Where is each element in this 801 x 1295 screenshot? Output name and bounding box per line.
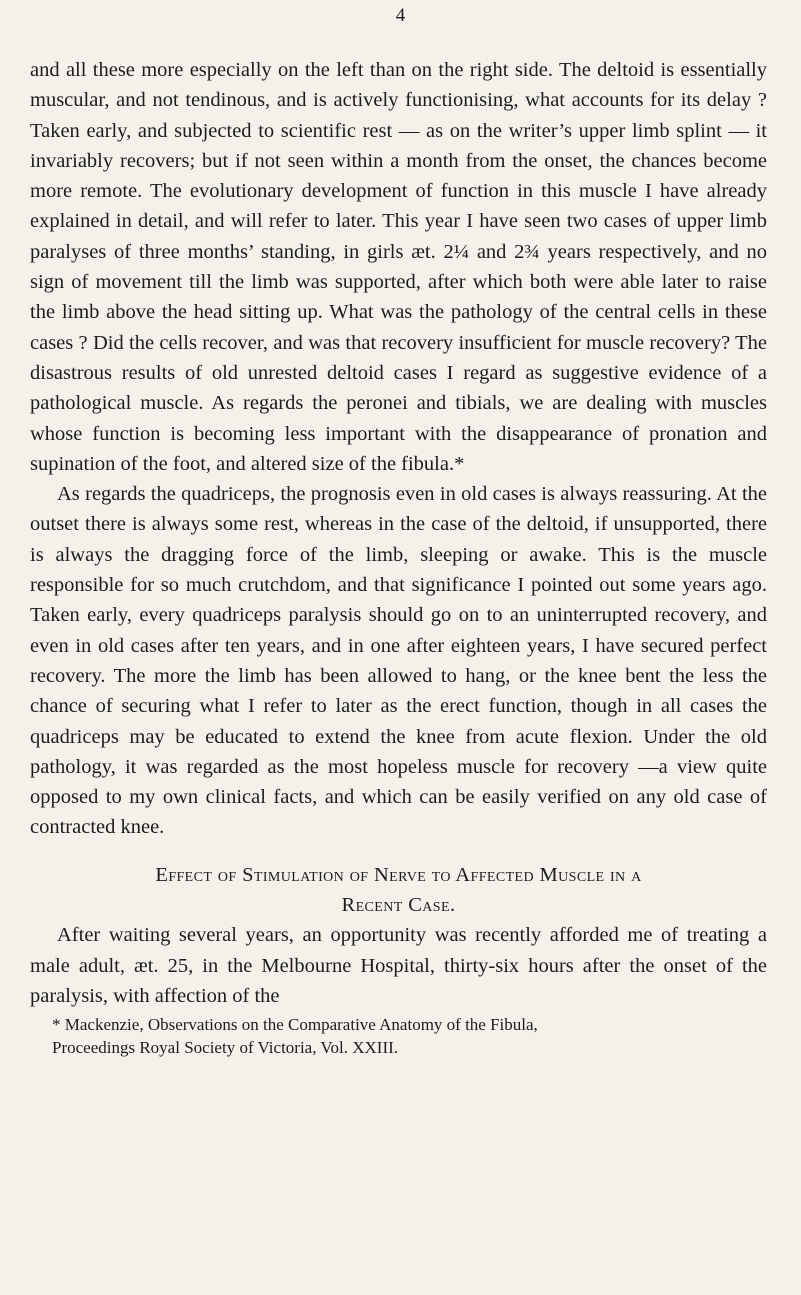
- section-heading-line-2: Recent Case.: [341, 894, 456, 917]
- section-heading-line-1: Effect of Stimulation of Nerve to Affected Muscle in a: [155, 863, 642, 886]
- section-heading: [30, 860, 767, 921]
- body-text: [30, 55, 767, 1059]
- paragraph-recent-case: After waiting several years, an opportunity was recently afforded me of treating a male adult, æt. 25, in the Melbourne Hospital, thirty-six hours after the onset of the paralysis, with affection of the: [30, 924, 767, 1007]
- footnote-line-2: Proceedings Royal Society of Victoria, Vol. XXIII.: [52, 1038, 399, 1058]
- footnote: [30, 1013, 767, 1059]
- paragraph-quadriceps: As regards the quadriceps, the prognosis even in old cases is always reassuring. At the outset there is always some rest, whereas in the case of the deltoid, if unsupported, there is always the dragging force of the limb, sleeping or awake. This is the muscle responsible for so much crutchdom, and that significance I pointed out some years ago. Taken early, every quadriceps paralysis should go on to an uninterrupted recovery, and even in old cases after ten years, and in one after eighteen years, I have secured perfect recovery. The more the limb has been allowed to hang, or the knee bent the less the chance of securing what I refer to later as the erect function, though in all cases the quadriceps may be educated to extend the knee from acute flexion. Under the old pathology, it was regarded as the most hopeless muscle for recovery —a view quite opposed to my own clinical facts, and which can be easily verified on any old case of contracted knee.: [30, 483, 767, 839]
- paragraph-deltoid: and all these more especially on the left than on the right side. The deltoid is essentially muscular, and not tendinous, and is actively functionising, what accounts for its delay ? Taken early, and subjected to scientific rest — as on the writer’s upper limb splint — it invariably recovers; but if not seen within a month from the onset, the chances become more remote. The evolutionary development of function in this muscle I have already explained in detail, and will refer to later. This year I have seen two cases of upper limb paralyses of three months’ standing, in girls æt. 2¼ and 2¾ years respectively, and no sign of movement till the limb was supported, after which both were able later to raise the limb above the head sitting up. What was the pathology of the central cells in these cases ? Did the cells recover, and was that recovery insufficient for muscle recovery? The disastrous results of old unrested deltoid cases I regard as suggestive evidence of a pathological muscle. As regards the peronei and tibials, we are dealing with muscles whose function is becoming less important with the disappearance of pronation and supination of the foot, and altered size of the fibula.*: [30, 59, 767, 475]
- footnote-line-1: * Mackenzie, Observations on the Comparative Anatomy of the Fibula,: [52, 1015, 538, 1035]
- page-number: 4: [395, 5, 406, 26]
